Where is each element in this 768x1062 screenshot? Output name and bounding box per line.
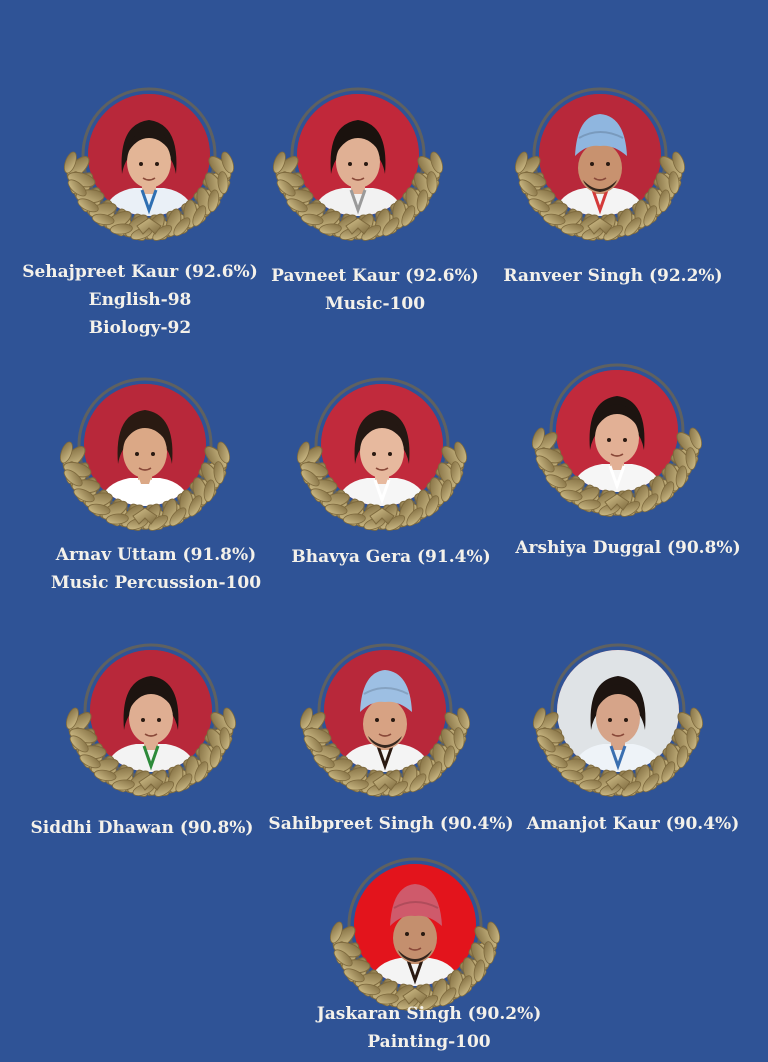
student-name-score: Jaskaran Singh (90.2%) <box>316 1004 542 1024</box>
student-name-score: Arshiya Duggal (90.8%) <box>515 538 741 558</box>
subject-score: Music-100 <box>324 294 426 314</box>
subject-score: Music Percussion-100 <box>50 573 262 593</box>
laurel-wreath-icon <box>63 632 239 798</box>
medal-portrait <box>512 76 688 242</box>
laurel-wreath-icon <box>529 352 705 518</box>
student-caption <box>261 543 521 571</box>
subject-score: Painting-100 <box>367 1032 491 1052</box>
medal-portrait <box>327 846 503 1012</box>
student-caption <box>498 534 758 562</box>
student-caption <box>12 814 272 842</box>
medal-portrait <box>63 632 239 798</box>
laurel-wreath-icon <box>270 76 446 242</box>
medal-portrait <box>530 632 706 798</box>
medal-portrait <box>270 76 446 242</box>
student-caption <box>299 1000 559 1056</box>
student-caption <box>261 810 521 838</box>
student-caption <box>503 810 763 838</box>
student-caption <box>245 262 505 318</box>
laurel-wreath-icon <box>297 632 473 798</box>
medal-portrait <box>294 366 470 532</box>
student-name-score: Siddhi Dhawan (90.8%) <box>30 818 254 838</box>
student-name-score: Ranveer Singh (92.2%) <box>503 266 723 286</box>
medal-portrait <box>57 366 233 532</box>
student-caption <box>26 541 286 597</box>
student-name-score: Bhavya Gera (91.4%) <box>291 547 491 567</box>
subject-score: English-98 <box>88 290 192 310</box>
subject-score: Biology-92 <box>88 318 192 338</box>
laurel-wreath-icon <box>61 76 237 242</box>
laurel-wreath-icon <box>530 632 706 798</box>
medal-portrait <box>529 352 705 518</box>
laurel-wreath-icon <box>327 846 503 1012</box>
laurel-wreath-icon <box>294 366 470 532</box>
laurel-wreath-icon <box>512 76 688 242</box>
student-name-score: Amanjot Kaur (90.4%) <box>526 814 740 834</box>
student-caption <box>483 262 743 290</box>
laurel-wreath-icon <box>57 366 233 532</box>
student-name-score: Sahibpreet Singh (90.4%) <box>268 814 514 834</box>
student-name-score: Pavneet Kaur (92.6%) <box>271 266 479 286</box>
medal-portrait <box>297 632 473 798</box>
student-name-score: Sehajpreet Kaur (92.6%) <box>22 262 258 282</box>
student-name-score: Arnav Uttam (91.8%) <box>55 545 257 565</box>
medal-portrait <box>61 76 237 242</box>
student-caption <box>10 258 270 342</box>
